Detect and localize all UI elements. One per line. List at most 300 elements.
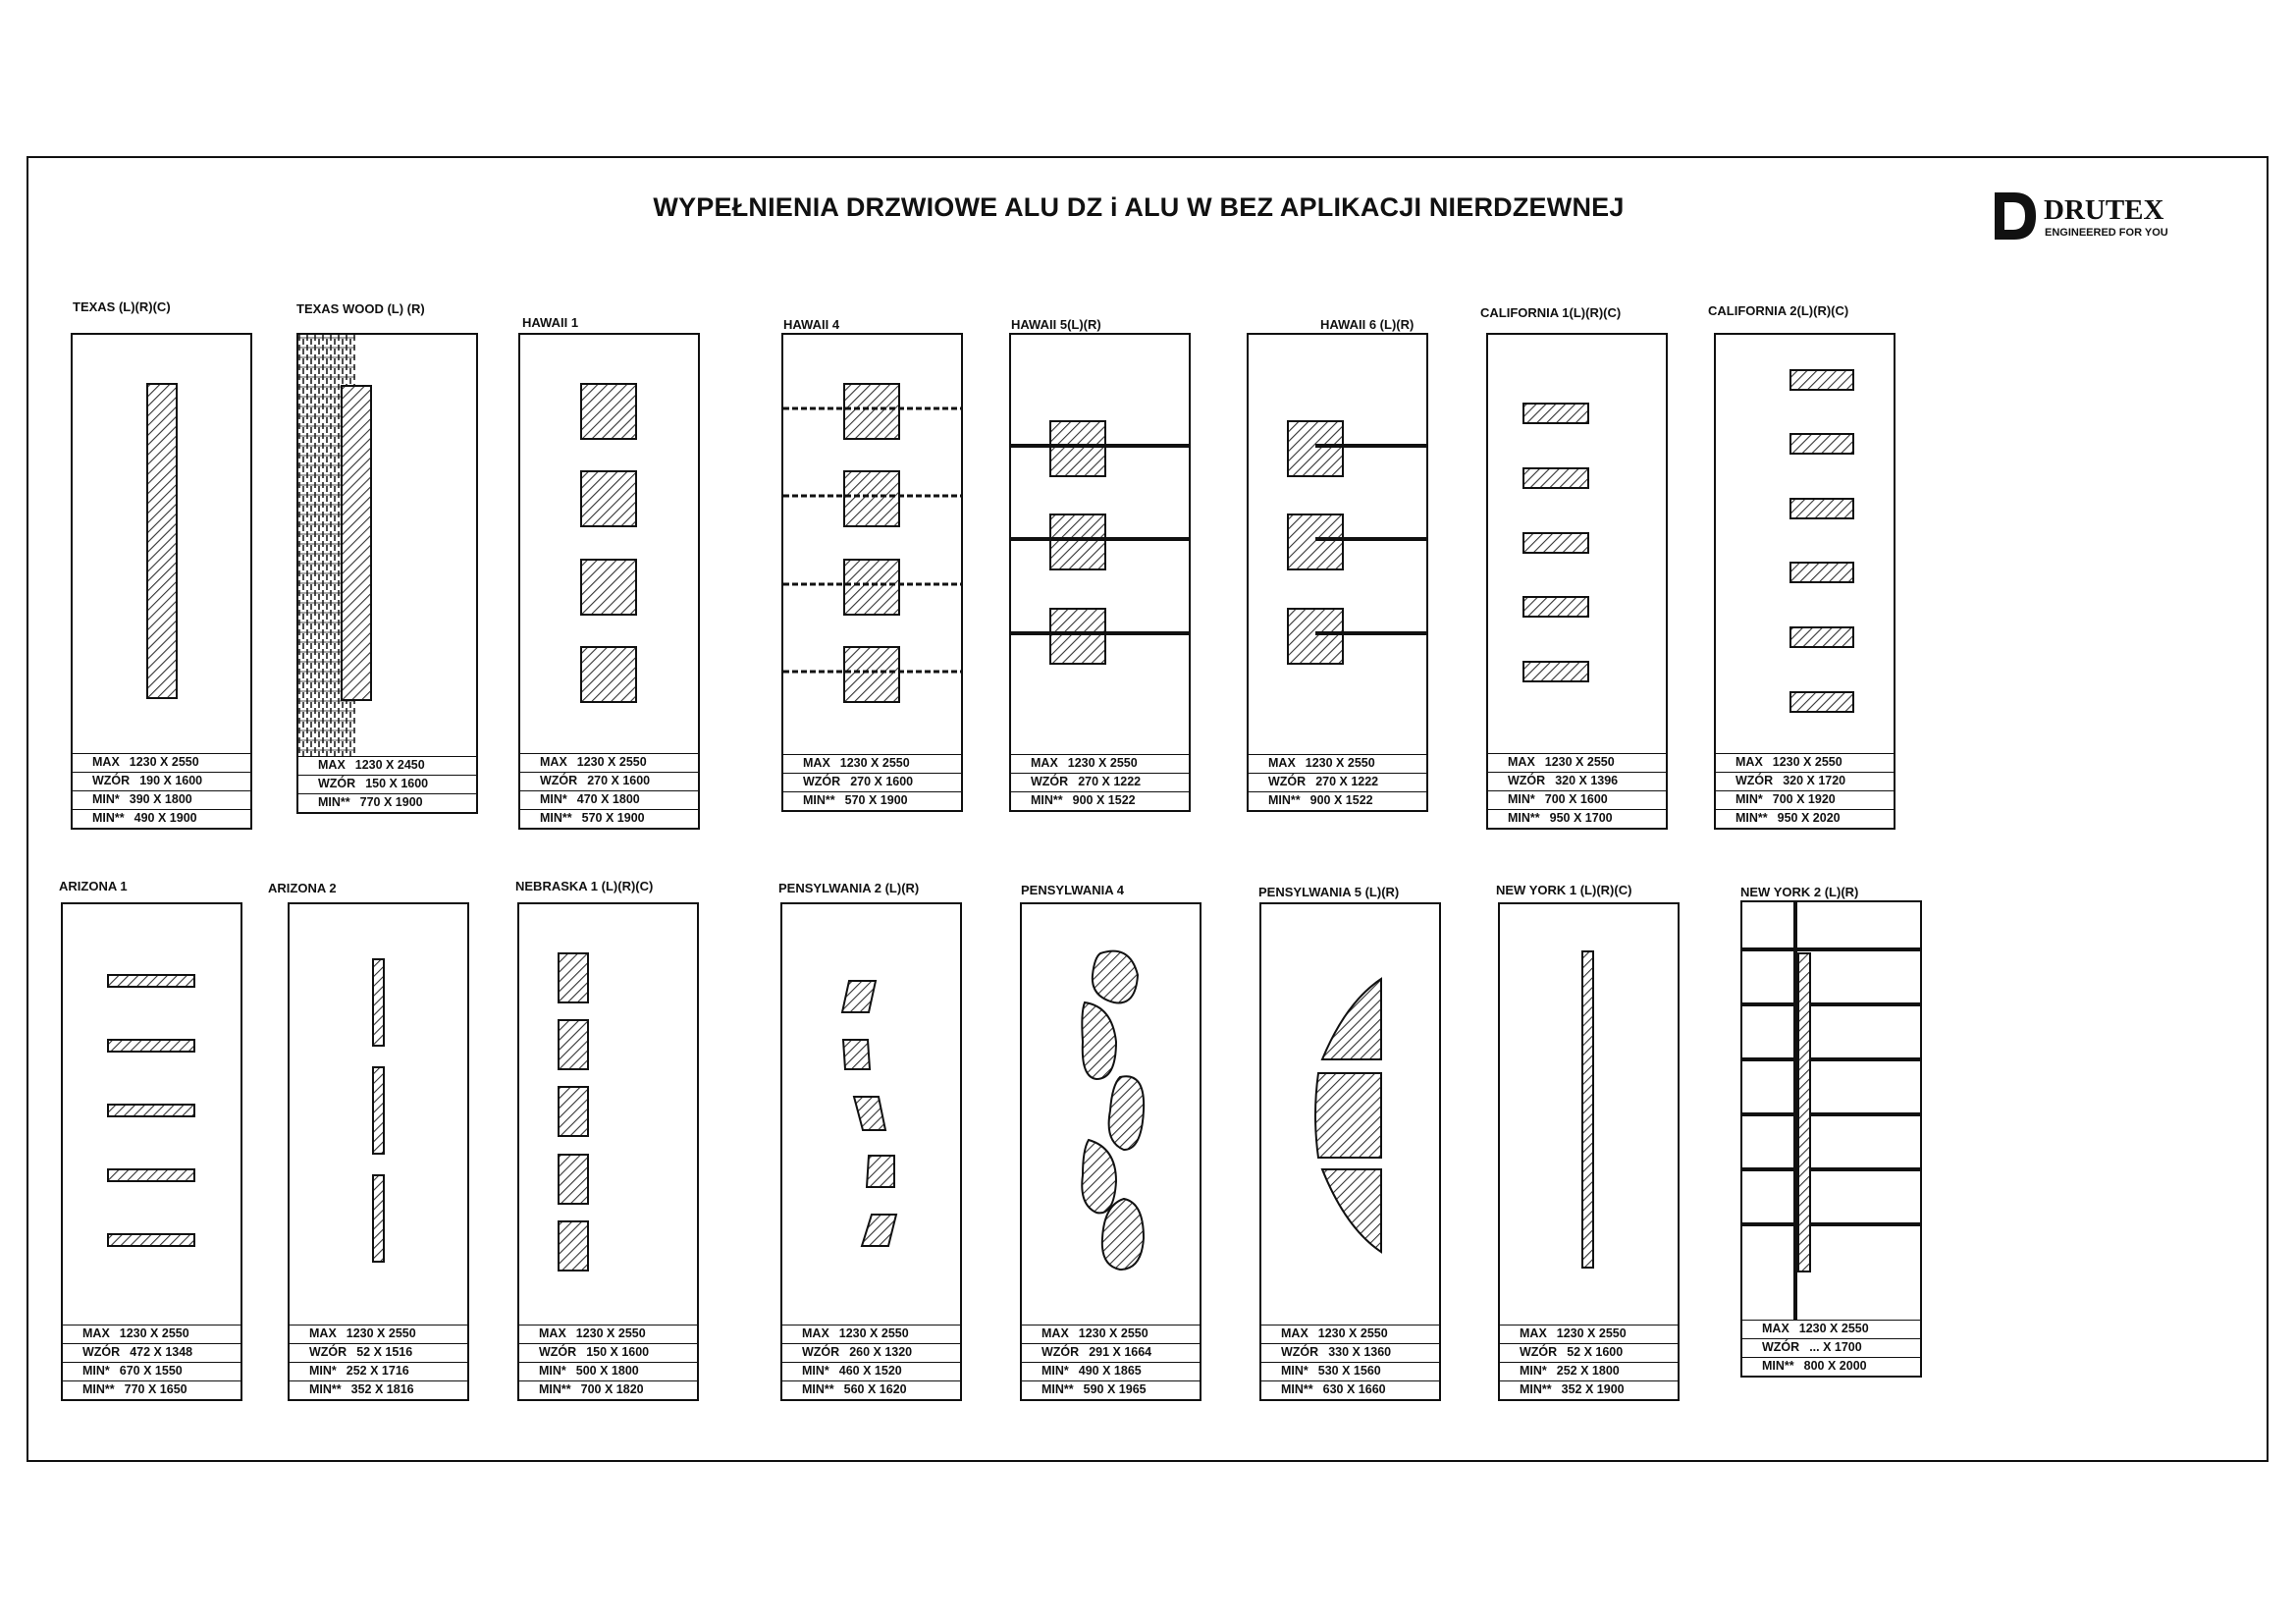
door-new-york-2 [1740,900,1922,1378]
spec-row [1488,753,1666,772]
spec-table-arizona-2 [290,1325,467,1399]
glass-bar [1582,951,1593,1268]
door-name-california-1: CALIFORNIA 1(L)(R)(C) [1480,305,1622,320]
spec-label: MAX [1762,1322,1789,1335]
spec-value: 700 X 1820 [580,1382,644,1396]
spec-value: 1230 X 2550 [1556,1326,1627,1340]
spec-table-nebraska-1 [519,1325,697,1399]
spec-label: MIN* [539,1364,566,1378]
spec-label: MAX [539,1326,566,1340]
spec-label: MIN* [92,792,120,806]
door-name-california-2: CALIFORNIA 2(L)(R)(C) [1708,303,1849,318]
spec-row [1716,790,1894,809]
door-california-2 [1714,333,1896,830]
spec-value: ... X 1700 [1809,1340,1862,1354]
spec-row [520,790,698,809]
glass-stone-1 [1093,951,1138,1003]
glass-panel-3 [559,1087,588,1136]
glass-slot-1 [108,975,194,987]
spec-label: WZÓR [540,774,578,787]
spec-value: 900 X 1522 [1072,793,1136,807]
glass-square-1 [1050,421,1105,476]
spec-table-california-2 [1716,753,1894,828]
spec-label: MAX [1735,755,1763,769]
glass-slot-6 [1790,692,1853,712]
glass-square-3 [1050,609,1105,664]
spec-row [1742,1357,1920,1376]
spec-label: MIN* [82,1364,110,1378]
spec-table-pensylwania-4 [1022,1325,1200,1399]
door-face-pensylwania-5 [1261,904,1439,1325]
spec-value: 490 X 1865 [1078,1364,1142,1378]
spec-row [1022,1380,1200,1399]
spec-label: MIN* [1520,1364,1547,1378]
glass-panel-2 [559,1020,588,1069]
spec-label: MIN** [1520,1382,1552,1396]
spec-value: 472 X 1348 [130,1345,193,1359]
spec-row [63,1362,240,1380]
spec-label: MIN** [1735,811,1768,825]
spec-row [1500,1325,1678,1343]
door-face-hawaii-1 [520,335,698,753]
door-face-pensylwania-2 [782,904,960,1325]
spec-row [1500,1343,1678,1362]
glass-slot-1 [1790,370,1853,390]
spec-row [73,809,250,828]
door-hawaii-4 [781,333,963,812]
glass-slot-4 [108,1169,194,1181]
spec-row [1011,754,1189,773]
spec-value: 52 X 1516 [356,1345,413,1359]
glass-slot-2 [1790,434,1853,454]
glass-arc-middle [1315,1073,1381,1158]
spec-row [1249,791,1426,810]
glass-square-1 [581,384,636,439]
spec-value: 1230 X 2550 [1078,1326,1148,1340]
spec-value: 252 X 1716 [346,1364,409,1378]
door-name-hawaii-5: HAWAII 5(L)(R) [1011,317,1101,332]
door-face-hawaii-5 [1011,335,1189,754]
spec-value: 260 X 1320 [849,1345,913,1359]
spec-label: MIN** [803,793,835,807]
spec-value: 320 X 1396 [1555,774,1619,787]
spec-value: 950 X 1700 [1549,811,1613,825]
spec-label: MIN* [802,1364,829,1378]
spec-value: 190 X 1600 [139,774,203,787]
door-name-arizona-2: ARIZONA 2 [268,881,337,895]
spec-value: 1230 X 2550 [1305,756,1375,770]
door-name-pensylwania-2: PENSYLWANIA 2 (L)(R) [778,881,920,895]
spec-label: MAX [1041,1326,1069,1340]
door-hawaii-1 [518,333,700,830]
spec-row [782,1343,960,1362]
page-title: WYPEŁNIENIA DRZWIOWE ALU DZ i ALU W BEZ APLIKACJI NIERDZEWNEJ [653,192,1625,222]
spec-row [782,1380,960,1399]
spec-value: 330 X 1360 [1328,1345,1392,1359]
glass-square-2 [581,471,636,526]
spec-label: WZÓR [82,1345,121,1359]
spec-row [1488,772,1666,790]
glass-slot-1 [1523,404,1588,423]
door-new-york-1 [1498,902,1680,1401]
spec-value: 630 X 1660 [1322,1382,1386,1396]
spec-table-hawaii-5 [1011,754,1189,810]
door-name-new-york-2: NEW YORK 2 (L)(R) [1740,885,1859,899]
spec-table-hawaii-6 [1249,754,1426,810]
spec-table-new-york-1 [1500,1325,1678,1399]
spec-row [520,772,698,790]
spec-row [1716,809,1894,828]
door-arizona-1 [61,902,242,1401]
spec-row [1022,1362,1200,1380]
door-hawaii-6 [1247,333,1428,812]
spec-row [63,1380,240,1399]
spec-value: 352 X 1816 [350,1382,414,1396]
spec-value: 770 X 1900 [359,795,423,809]
spec-value: 1230 X 2550 [1798,1322,1869,1335]
glass-bar-2 [373,1067,384,1154]
brand-name: DRUTEX [2044,194,2164,226]
spec-label: MIN** [539,1382,571,1396]
spec-value: 1230 X 2550 [119,1326,189,1340]
spec-value: 252 X 1800 [1556,1364,1620,1378]
spec-value: 1230 X 2550 [576,755,647,769]
door-arizona-2 [288,902,469,1401]
spec-value: 270 X 1222 [1078,775,1142,788]
spec-label: MIN** [1031,793,1063,807]
glass-square-2 [844,471,899,526]
spec-value: 1230 X 2550 [346,1326,416,1340]
door-face-nebraska-1 [519,904,697,1325]
glass-square-3 [581,560,636,615]
glass-square-3 [844,560,899,615]
door-face-hawaii-4 [783,335,961,754]
door-hawaii-5 [1009,333,1191,812]
door-face-texas [73,335,250,753]
spec-label: MIN** [1508,811,1540,825]
door-pensylwania-5 [1259,902,1441,1401]
spec-row [1500,1362,1678,1380]
spec-table-pensylwania-2 [782,1325,960,1399]
spec-label: WZÓR [1281,1345,1319,1359]
spec-row [1249,754,1426,773]
spec-value: 1230 X 2550 [838,1326,909,1340]
spec-value: 1230 X 2550 [129,755,199,769]
drutex-logo-mark [1993,187,2199,245]
spec-value: 470 X 1800 [576,792,640,806]
spec-value: 150 X 1600 [586,1345,650,1359]
spec-row [1261,1362,1439,1380]
spec-label: WZÓR [1735,774,1774,787]
glass-square-2 [1050,514,1105,569]
spec-row [783,791,961,810]
spec-label: MIN* [1041,1364,1069,1378]
spec-value: 570 X 1900 [581,811,645,825]
glass-square-2 [1288,514,1343,569]
spec-row [1716,753,1894,772]
spec-label: MIN* [1735,792,1763,806]
spec-label: MAX [318,758,346,772]
glass-arc-top [1322,979,1381,1059]
spec-label: WZÓR [1762,1340,1800,1354]
brand-tagline: ENGINEERED FOR YOU [2045,227,2168,239]
spec-label: MIN** [1762,1359,1794,1373]
spec-value: 291 X 1664 [1089,1345,1152,1359]
glass-polygon-2 [843,1040,870,1069]
door-name-texas-wood: TEXAS WOOD (L) (R) [296,301,425,316]
spec-row [520,809,698,828]
spec-label: MAX [1031,756,1058,770]
glass-arc-bottom [1322,1169,1381,1252]
spec-row [782,1325,960,1343]
spec-value: 270 X 1600 [850,775,914,788]
spec-value: 950 X 2020 [1777,811,1841,825]
spec-row [1249,773,1426,791]
spec-table-arizona-1 [63,1325,240,1399]
spec-label: MIN** [318,795,350,809]
spec-value: 490 X 1900 [133,811,197,825]
spec-value: 320 X 1720 [1783,774,1846,787]
spec-value: 700 X 1600 [1544,792,1608,806]
spec-label: MIN** [1281,1382,1313,1396]
spec-row [290,1380,467,1399]
spec-value: 150 X 1600 [365,777,429,790]
glass-stone-2 [1082,1002,1116,1079]
glass-polygon-3 [854,1097,885,1130]
spec-label: MAX [540,755,567,769]
spec-value: 52 X 1600 [1567,1345,1624,1359]
spec-row [1011,791,1189,810]
door-name-hawaii-6: HAWAII 6 (L)(R) [1320,317,1415,332]
spec-row [298,775,476,793]
spec-label: MIN** [802,1382,834,1396]
spec-label: MIN** [92,811,125,825]
spec-label: MAX [803,756,830,770]
spec-row [519,1325,697,1343]
spec-label: MAX [802,1326,829,1340]
door-name-pensylwania-5: PENSYLWANIA 5 (L)(R) [1258,885,1400,899]
spec-value: 460 X 1520 [838,1364,902,1378]
glass-square-4 [581,647,636,702]
glass-polygon-1 [842,981,876,1012]
glass-panel-1 [559,953,588,1002]
spec-label: MAX [309,1326,337,1340]
spec-label: MAX [1281,1326,1308,1340]
spec-value: 1230 X 2550 [1772,755,1842,769]
spec-row [519,1343,697,1362]
glass-slot-2 [1523,468,1588,488]
spec-row [290,1362,467,1380]
glass-polygon-5 [862,1215,896,1246]
spec-row [298,793,476,812]
door-face-texas-wood [298,335,476,756]
spec-label: WZÓR [803,775,841,788]
glass-slot-3 [108,1105,194,1116]
glass-slot-4 [1523,597,1588,617]
glass-slot-2 [108,1040,194,1052]
glass-panel-5 [559,1221,588,1271]
door-face-new-york-2 [1742,902,1920,1320]
spec-value: 1230 X 2550 [1317,1326,1388,1340]
spec-value: 560 X 1620 [843,1382,907,1396]
spec-value: 530 X 1560 [1317,1364,1381,1378]
spec-row [1261,1380,1439,1399]
door-texas-wood [296,333,478,814]
spec-value: 352 X 1900 [1561,1382,1625,1396]
spec-label: MAX [82,1326,110,1340]
spec-row [519,1380,697,1399]
spec-label: MIN** [309,1382,342,1396]
spec-row [1742,1320,1920,1338]
spec-value: 1230 X 2550 [1067,756,1138,770]
door-face-arizona-1 [63,904,240,1325]
spec-value: 570 X 1900 [844,793,908,807]
spec-row [1022,1325,1200,1343]
door-name-arizona-1: ARIZONA 1 [59,879,128,893]
spec-value: 1230 X 2550 [1544,755,1615,769]
spec-value: 270 X 1600 [587,774,651,787]
door-name-new-york-1: NEW YORK 1 (L)(R)(C) [1496,883,1632,897]
spec-row [1716,772,1894,790]
spec-label: WZÓR [1041,1345,1080,1359]
spec-value: 800 X 2000 [1803,1359,1867,1373]
spec-label: MIN** [1041,1382,1074,1396]
spec-row [782,1362,960,1380]
glass-bar [1798,953,1810,1271]
spec-label: MAX [1508,755,1535,769]
spec-row [1488,790,1666,809]
spec-row [519,1362,697,1380]
spec-table-pensylwania-5 [1261,1325,1439,1399]
glass-bar [342,386,371,700]
spec-row [1742,1338,1920,1357]
spec-row [63,1343,240,1362]
spec-row [1261,1325,1439,1343]
spec-label: MIN** [540,811,572,825]
door-name-pensylwania-4: PENSYLWANIA 4 [1021,883,1124,897]
spec-table-california-1 [1488,753,1666,828]
spec-row [1500,1380,1678,1399]
door-pensylwania-2 [780,902,962,1401]
door-name-hawaii-1: HAWAII 1 [522,315,579,330]
spec-row [1488,809,1666,828]
spec-row [73,753,250,772]
door-pensylwania-4 [1020,902,1201,1401]
drutex-logo [1993,187,2199,245]
door-face-pensylwania-4 [1022,904,1200,1325]
spec-label: MIN* [309,1364,337,1378]
glass-slot-5 [108,1234,194,1246]
spec-label: WZÓR [1031,775,1069,788]
spec-label: WZÓR [309,1345,347,1359]
spec-row [290,1343,467,1362]
glass-polygon-4 [867,1156,894,1187]
spec-label: WZÓR [1268,775,1307,788]
spec-value: 1230 X 2550 [575,1326,646,1340]
glass-slot-3 [1790,499,1853,518]
door-face-arizona-2 [290,904,467,1325]
door-nebraska-1 [517,902,699,1401]
spec-label: MAX [1268,756,1296,770]
glass-panel-4 [559,1155,588,1204]
spec-label: MIN* [1508,792,1535,806]
glass-square-1 [844,384,899,439]
door-face-hawaii-6 [1249,335,1426,754]
door-texas [71,333,252,830]
spec-row [73,772,250,790]
spec-value: 670 X 1550 [119,1364,183,1378]
spec-table-hawaii-4 [783,754,961,810]
glass-stone-4 [1082,1140,1116,1213]
spec-label: MIN** [82,1382,115,1396]
spec-value: 900 X 1522 [1309,793,1373,807]
spec-table-texas [73,753,250,828]
spec-label: MAX [92,755,120,769]
spec-row [290,1325,467,1343]
spec-label: WZÓR [1508,774,1546,787]
spec-value: 590 X 1965 [1083,1382,1147,1396]
spec-label: MIN** [1268,793,1301,807]
spec-value: 1230 X 2450 [354,758,425,772]
spec-value: 1230 X 2550 [839,756,910,770]
glass-slot-5 [1790,627,1853,647]
door-name-texas: TEXAS (L)(R)(C) [73,299,171,314]
spec-label: WZÓR [318,777,356,790]
glass-square-4 [844,647,899,702]
glass-slot-3 [1523,533,1588,553]
glass-bar-1 [373,959,384,1046]
door-face-california-1 [1488,335,1666,753]
spec-row [1022,1343,1200,1362]
spec-label: MIN* [1281,1364,1308,1378]
spec-row [783,773,961,791]
spec-label: MAX [1520,1326,1547,1340]
spec-value: 270 X 1222 [1315,775,1379,788]
spec-table-new-york-2 [1742,1320,1920,1376]
door-name-hawaii-4: HAWAII 4 [783,317,840,332]
glass-slot-4 [1790,563,1853,582]
spec-label: WZÓR [92,774,131,787]
spec-label: WZÓR [539,1345,577,1359]
spec-table-texas-wood [298,756,476,812]
spec-row [783,754,961,773]
spec-label: WZÓR [802,1345,840,1359]
glass-slot-5 [1523,662,1588,681]
spec-value: 500 X 1800 [575,1364,639,1378]
spec-row [298,756,476,775]
glass-square-1 [1288,421,1343,476]
door-face-new-york-1 [1500,904,1678,1325]
spec-row [73,790,250,809]
spec-label: MIN* [540,792,567,806]
door-face-california-2 [1716,335,1894,753]
spec-row [1011,773,1189,791]
door-name-nebraska-1: NEBRASKA 1 (L)(R)(C) [515,879,654,893]
spec-value: 700 X 1920 [1772,792,1836,806]
spec-value: 770 X 1650 [124,1382,187,1396]
spec-row [1261,1343,1439,1362]
glass-bar [147,384,177,698]
door-california-1 [1486,333,1668,830]
glass-bar-3 [373,1175,384,1262]
spec-value: 390 X 1800 [129,792,192,806]
spec-table-hawaii-1 [520,753,698,828]
spec-row [63,1325,240,1343]
spec-row [520,753,698,772]
spec-label: WZÓR [1520,1345,1558,1359]
glass-square-3 [1288,609,1343,664]
glass-stone-3 [1109,1076,1145,1150]
